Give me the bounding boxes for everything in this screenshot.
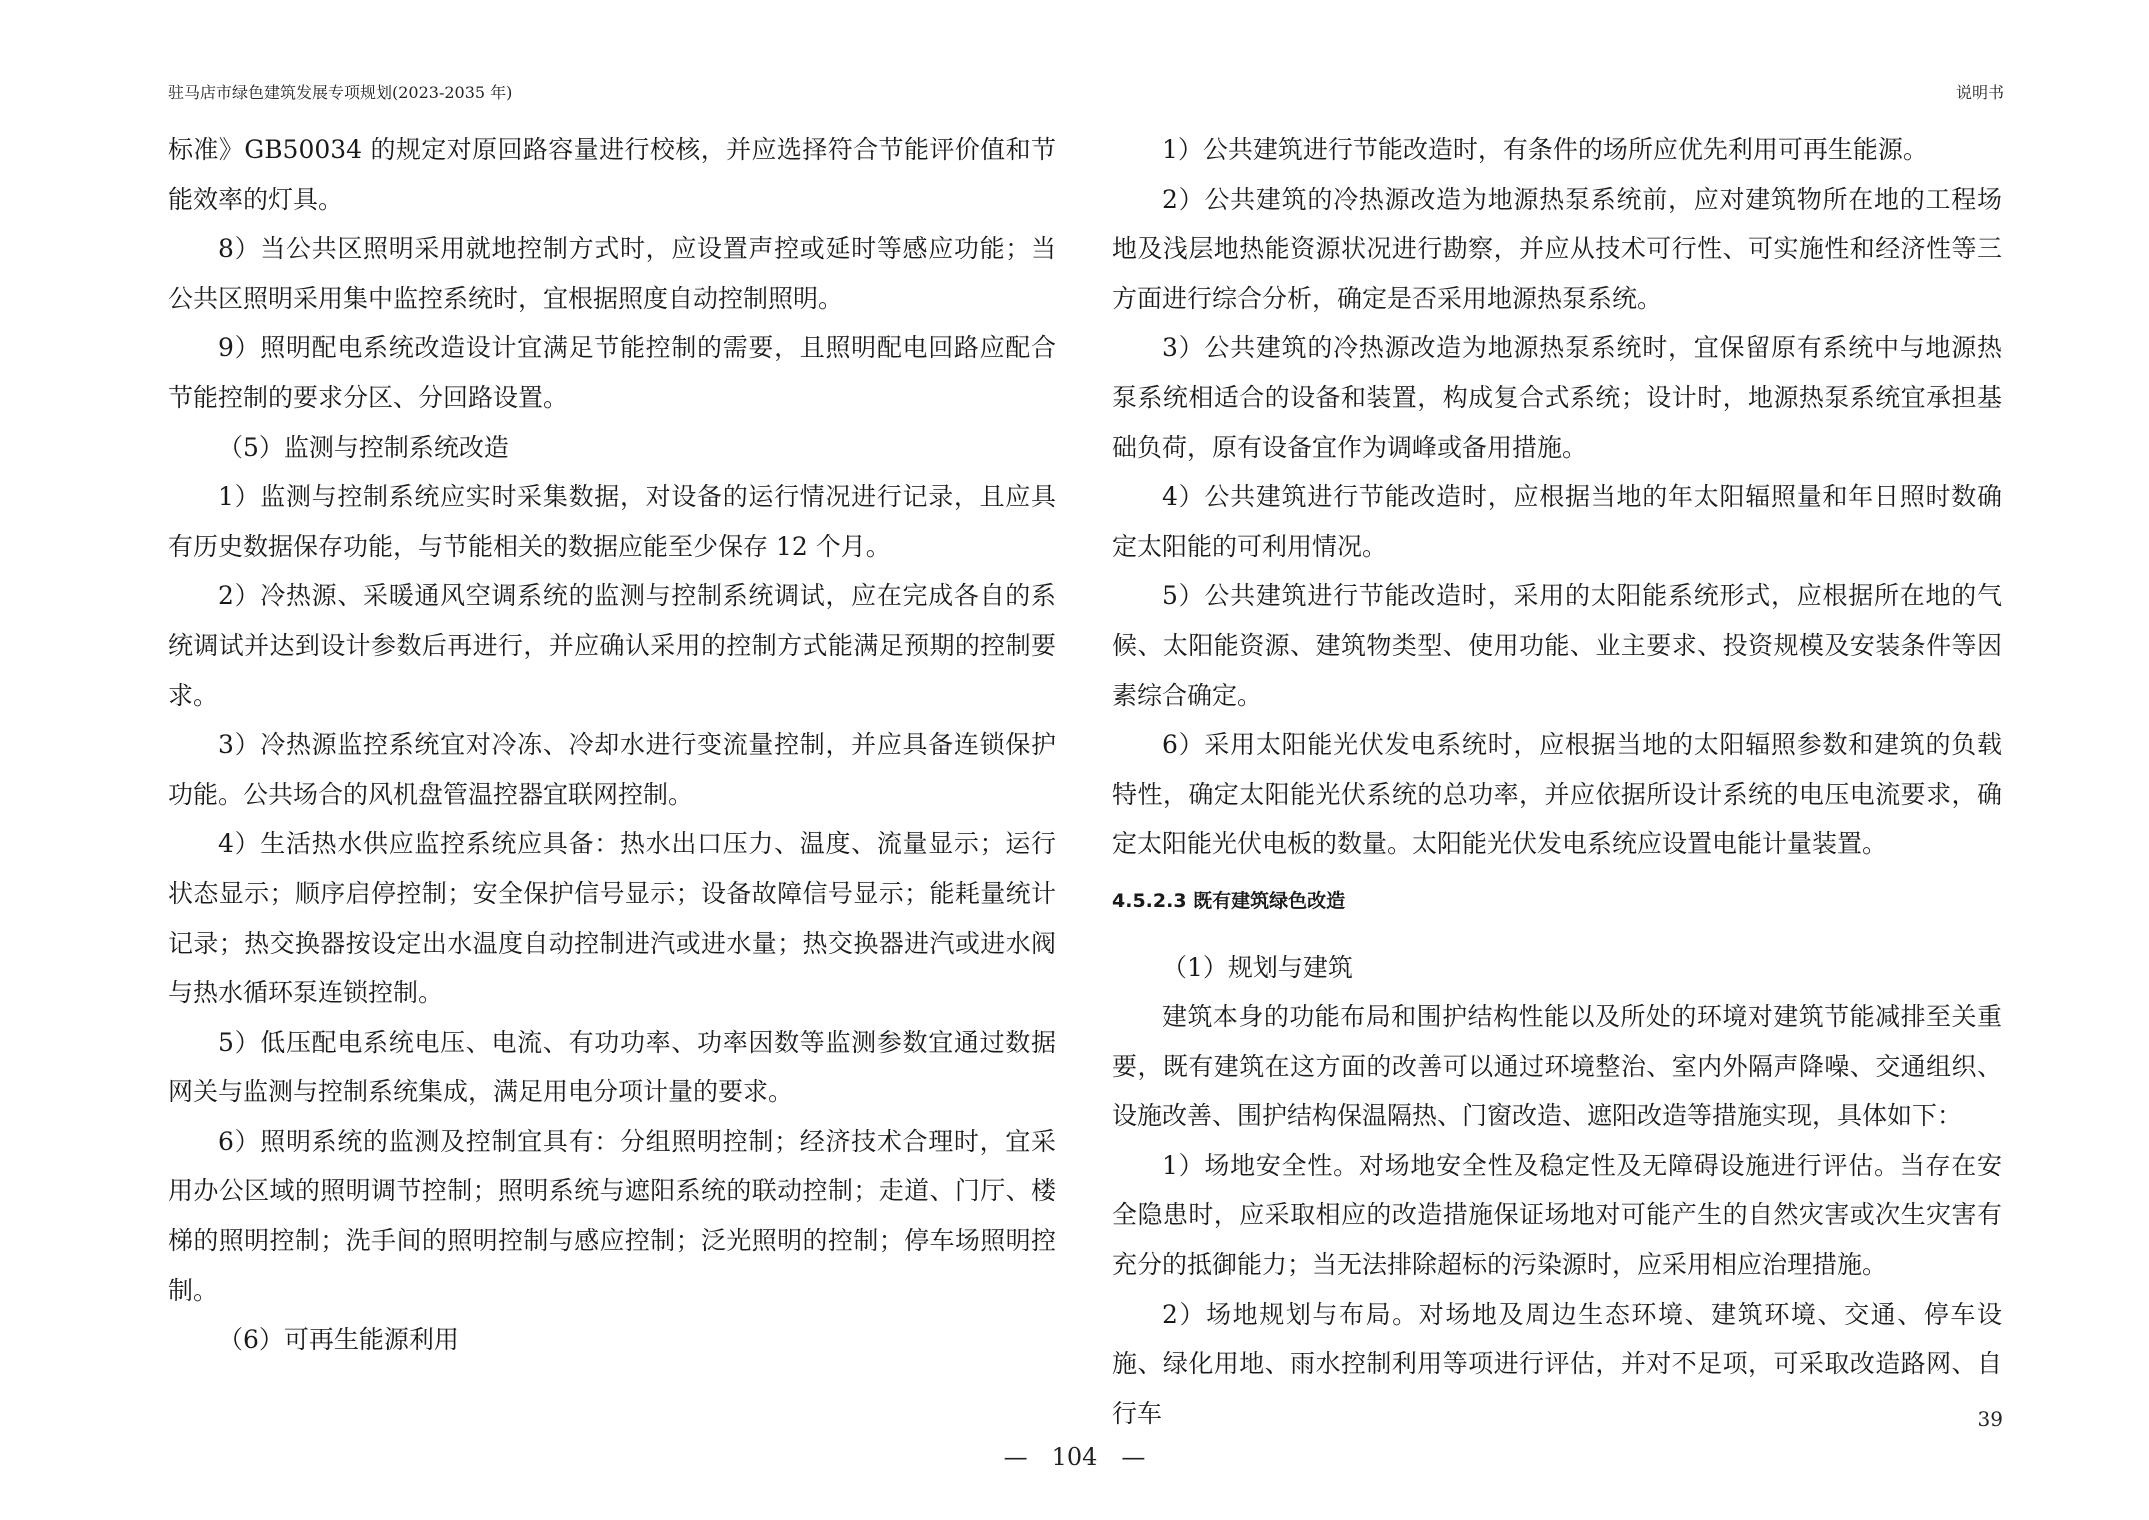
document-header-title: 驻马店市绿色建筑发展专项规划(2023-2035 年) — [168, 83, 513, 102]
paragraph: 9）照明配电系统改造设计宜满足节能控制的需要，且照明配电回路应配合节能控制的要求分区、分回路设置。 — [168, 333, 1056, 412]
paragraph: 1）场地安全性。对场地安全性及稳定性及无障碍设施进行评估。当存在安全隐患时，应采取相应的改造措施保证场地对可能产生的自然灾害或次生灾害有充分的抵御能力；当无法排除超标的污染源时，应采用相应治理措施。 — [1112, 1150, 2002, 1280]
subsection-title: （1）规划与建筑 — [1162, 952, 1353, 982]
paragraph: 3）公共建筑的冷热源改造为地源热泵系统时，宜保留原有系统中与地源热泵系统相适合的设备和装置，构成复合式系统；设计时，地源热泵系统宜承担基础负荷，原有设备宜作为调峰或备用措施。 — [1112, 333, 2002, 462]
paragraph: 标准》GB50034 的规定对原回路容量进行校核，并应选择符合节能评价值和节能效率的灯具。 — [168, 135, 1056, 214]
paragraph: 6）采用太阳能光伏发电系统时，应根据当地的太阳辐照参数和建筑的负载特性，确定太阳能光伏系统的总功率，并应依据所设计系统的电压电流要求，确定太阳能光伏电板的数量。太阳能光伏发电系统应设置电能计量装置。 — [1112, 730, 2002, 859]
page-number: — 104 — — [1003, 1443, 1146, 1471]
subsection-title: （6）可再生能源利用 — [218, 1325, 459, 1355]
paragraph: 建筑本身的功能布局和围护结构性能以及所处的环境对建筑节能减排至关重要，既有建筑在这方面的改善可以通过环境整治、室内外隔声降噪、交通组织、设施改善、围护结构保温隔热、门窗改造、遮阳改造等措施实现，具体如下： — [1112, 1002, 2002, 1131]
subsection-title: （5）监测与控制系统改造 — [218, 432, 509, 462]
paragraph: 2）公共建筑的冷热源改造为地源热泵系统前，应对建筑物所在地的工程场地及浅层地热能资源状况进行勘察，并应从技术可行性、可实施性和经济性等三方面进行综合分析，确定是否采用地源热泵系统。 — [1112, 184, 2002, 313]
paragraph: 2）冷热源、采暖通风空调系统的监测与控制系统调试，应在完成各自的系统调试并达到设计参数后再进行，并应确认采用的控制方式能满足预期的控制要求。 — [168, 581, 1056, 710]
left-text-column — [168, 125, 1056, 1365]
paragraph: 1）监测与控制系统应实时采集数据，对设备的运行情况进行记录，且应具有历史数据保存功能，与节能相关的数据应能至少保存 12 个月。 — [168, 482, 1056, 561]
paragraph: 1）公共建筑进行节能改造时，有条件的场所应优先利用可再生能源。 — [1162, 135, 1928, 164]
document-header-label: 说明书 — [1955, 83, 2004, 102]
paragraph: 6）照明系统的监测及控制宜具有：分组照明控制；经济技术合理时，宜采用办公区域的照明调节控制；照明系统与遮阳系统的联动控制；走道、门厅、楼梯的照明控制；洗手间的照明控制与感应控制；泛光照明的控制；停车场照明控制。 — [168, 1126, 1056, 1305]
sheet-number: 39 — [1977, 1407, 2003, 1431]
paragraph: 2）场地规划与布局。对场地及周边生态环境、建筑环境、交通、停车设施、绿化用地、雨水控制利用等项进行评估，并对不足项，可采取改造路网、自行车 — [1112, 1299, 2002, 1428]
paragraph: 4）公共建筑进行节能改造时，应根据当地的年太阳辐照量和年日照时数确定太阳能的可利用情况。 — [1112, 482, 2002, 561]
paragraph: 8）当公共区照明采用就地控制方式时，应设置声控或延时等感应功能；当公共区照明采用集中监控系统时，宜根据照度自动控制照明。 — [168, 234, 1056, 313]
paragraph: 5）公共建筑进行节能改造时，采用的太阳能系统形式，应根据所在地的气候、太阳能资源、建筑物类型、使用功能、业主要求、投资规模及安装条件等因素综合确定。 — [1112, 581, 2002, 710]
right-text-column — [1112, 125, 2002, 1438]
paragraph: 5）低压配电系统电压、电流、有功功率、功率因数等监测参数宜通过数据网关与监测与控制系统集成，满足用电分项计量的要求。 — [168, 1027, 1056, 1107]
section-heading: 4.5.2.3 既有建筑绿色改造 — [1112, 889, 1346, 912]
paragraph: 4）生活热水供应监控系统应具备：热水出口压力、温度、流量显示；运行状态显示；顺序启停控制；安全保护信号显示；设备故障信号显示；能耗量统计记录；热交换器按设定出水温度自动控制进汽或进水量；热交换器进汽或进水阀与热水循环泵连锁控制。 — [168, 829, 1056, 1008]
paragraph: 3）冷热源监控系统宜对冷冻、冷却水进行变流量控制，并应具备连锁保护功能。公共场合的风机盘管温控器宜联网控制。 — [168, 730, 1056, 809]
